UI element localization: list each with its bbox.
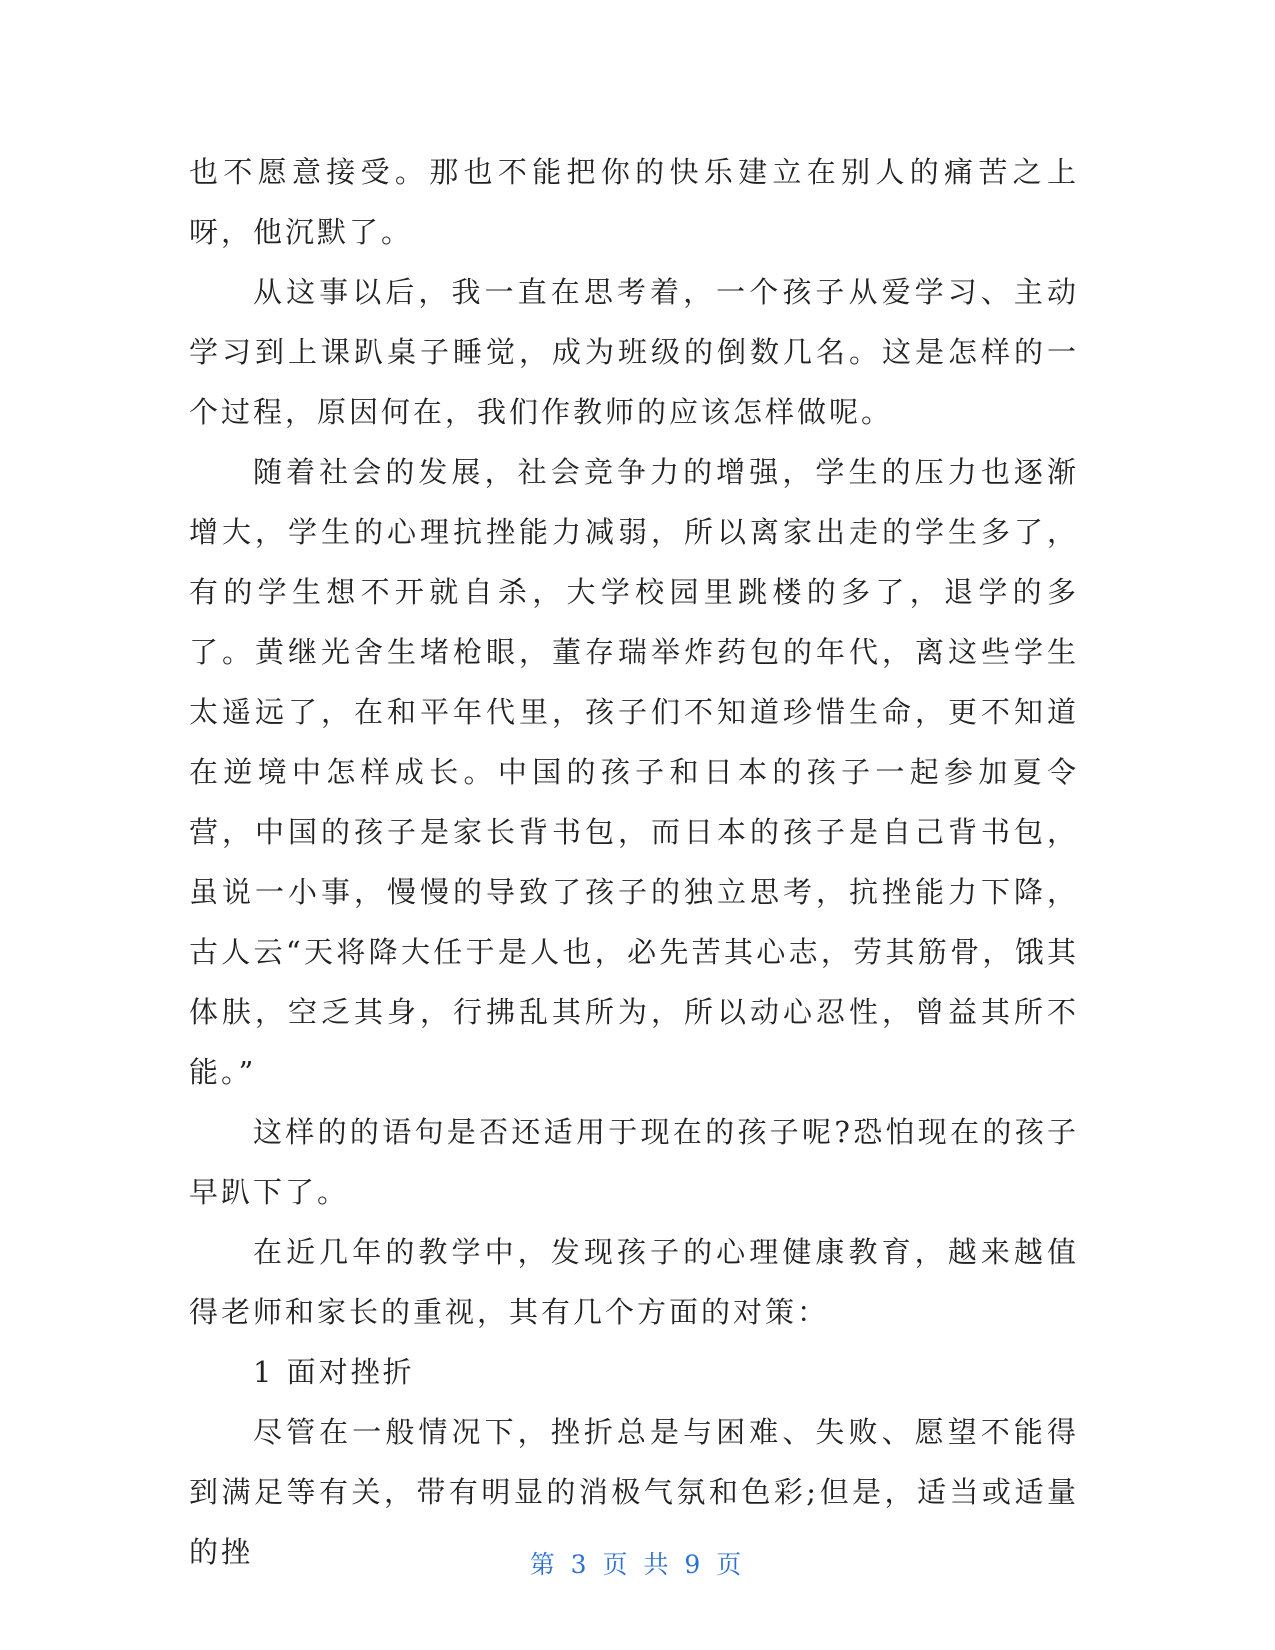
section-heading-1: 1 面对挫折 bbox=[253, 1355, 415, 1389]
page-number-footer: 第 3 页 共 9 页 bbox=[529, 1550, 746, 1579]
paragraph-6: 尽管在一般情况下，挫折总是与困难、失败、愿望不能得到满足等有关，带有明显的消极气氛和色彩;但是，适当或适量的挫 bbox=[189, 1415, 1079, 1569]
paragraph-4: 这样的的语句是否还适用于现在的孩子呢?恐怕现在的孩子早趴下了。 bbox=[189, 1115, 1079, 1209]
paragraph-2: 从这事以后，我一直在思考着，一个孩子从爱学习、主动学习到上课趴桌子睡觉，成为班级的倒数几名。这是怎样的一个过程，原因何在，我们作教师的应该怎样做呢。 bbox=[189, 275, 1079, 429]
document-body bbox=[189, 142, 1079, 1582]
paragraph-5: 在近几年的教学中，发现孩子的心理健康教育，越来越值得老师和家长的重视，其有几个方面的对策： bbox=[189, 1235, 1079, 1329]
paragraph-1: 也不愿意接受。那也不能把你的快乐建立在别人的痛苦之上呀，他沉默了。 bbox=[189, 155, 1079, 249]
paragraph-3: 随着社会的发展，社会竞争力的增强，学生的压力也逐渐增大，学生的心理抗挫能力减弱，所以离家出走的学生多了，有的学生想不开就自杀，大学校园里跳楼的多了，退学的多了。黄继光舍生堵枪眼，董存瑞举炸药包的年代，离这些学生太遥远了，在和平年代里，孩子们不知道珍惜生命，更不知道在逆境中怎样成长。中国的孩子和日本的孩子一起参加夏令营，中国的孩子是家长背书包，而日本的孩子是自己背书包，虽说一小事，慢慢的导致了孩子的独立思考，抗挫能力下降，古人云“天将降大任于是人也，必先苦其心志，劳其筋骨，饿其体肤，空乏其身，行拂乱其所为，所以动心忍性，曾益其所不能。” bbox=[189, 455, 1079, 1089]
